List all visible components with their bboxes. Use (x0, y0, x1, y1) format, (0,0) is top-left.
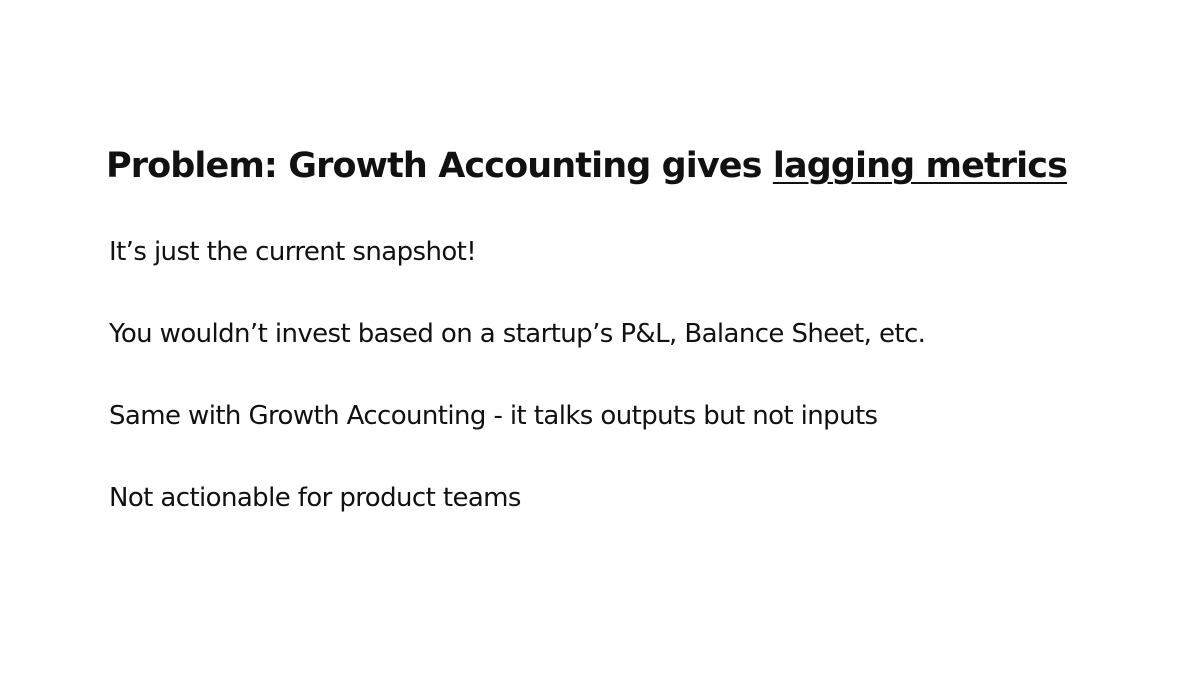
slide-title-prefix: Problem: Growth Accounting gives (106, 146, 773, 186)
slide-title (106, 142, 1067, 190)
slide-points (109, 232, 925, 560)
point-outputs-not-inputs: Same with Growth Accounting - it talks outputs but not inputs (109, 401, 878, 431)
point-snapshot: It’s just the current snapshot! (109, 237, 477, 267)
point-investment-analogy: You wouldn’t invest based on a startup’s P&L, Balance Sheet, etc. (109, 319, 926, 349)
slide-title-emphasis: lagging metrics (772, 146, 1068, 186)
point-not-actionable: Not actionable for product teams (109, 483, 521, 513)
